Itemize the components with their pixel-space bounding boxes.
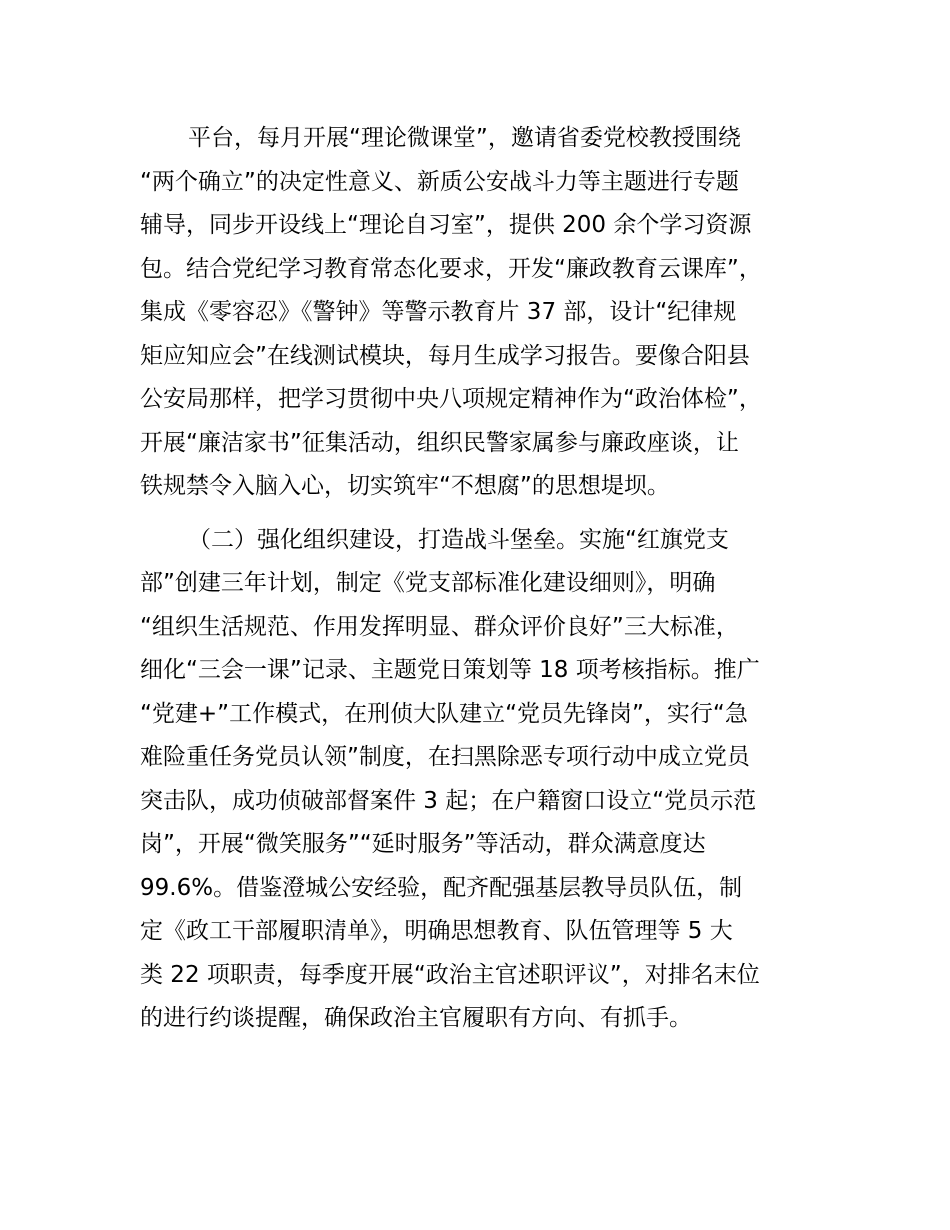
text-line: 定《政工干部履职清单》，明确思想教育、队伍管理等 5 大 <box>140 918 733 944</box>
text-line: 的进行约谈提醒，确保政治主官履职有方向、有抓手。 <box>140 1005 692 1031</box>
text-line: （二）强化组织建设，打造战斗堡垒。实施“红旗党支 <box>188 526 729 553</box>
text-line: 难险重任务党员认领”制度，在扫黑除恶专项行动中成立党员 <box>140 744 750 770</box>
text-line: 集成《零容忍》《警钟》等警示教育片 37 部，设计“纪律规 <box>140 299 737 325</box>
text-line: 类 22 项职责，每季度开展“政治主官述职评议”，对排名末位 <box>140 961 760 988</box>
paragraph-theory-study <box>140 117 840 509</box>
text-line: “组织生活规范、作用发挥明显、群众评价良好”三大标准， <box>140 613 739 640</box>
text-line: “两个确立”的决定性意义、新质公安战斗力等主题进行专题 <box>140 168 739 195</box>
text-line: 公安局那样，把学习贯彻中央八项规定精神作为“政治体检”， <box>140 386 762 412</box>
paragraph-organization-building <box>140 519 840 1041</box>
text-line: 开展“廉洁家书”征集活动，组织民警家属参与廉政座谈，让 <box>140 429 739 456</box>
text-line: 岗”，开展“微笑服务”“延时服务”等活动，群众满意度达 <box>140 831 706 857</box>
text-line: 平台，每月开展“理论微课堂”，邀请省委党校教授围绕 <box>188 125 741 151</box>
text-line: 突击队，成功侦破部督案件 3 起；在户籍窗口设立“党员示范 <box>140 787 757 814</box>
text-line: 99.6%。借鉴澄城公安经验，配齐配强基层教导员队伍，制 <box>140 874 743 901</box>
text-line: “党建+”工作模式，在刑侦大队建立“党员先锋岗”，实行“急 <box>140 700 748 727</box>
text-line: 铁规禁令入脑入心，切实筑牢“不想腐”的思想堤坝。 <box>140 473 670 499</box>
text-line: 细化“三会一课”记录、主题党日策划等 18 项考核指标。推广 <box>140 657 760 683</box>
text-line: 矩应知应会”在线测试模块，每月生成学习报告。要像合阳县 <box>140 342 750 369</box>
text-line: 辅导，同步开设线上“理论自习室”，提供 200 余个学习资源 <box>140 212 752 238</box>
text-line: 部”创建三年计划，制定《党支部标准化建设细则》，明确 <box>140 570 716 596</box>
document-body <box>140 117 840 1041</box>
text-line: 包。结合党纪学习教育常态化要求，开发“廉政教育云课库”， <box>140 255 762 282</box>
